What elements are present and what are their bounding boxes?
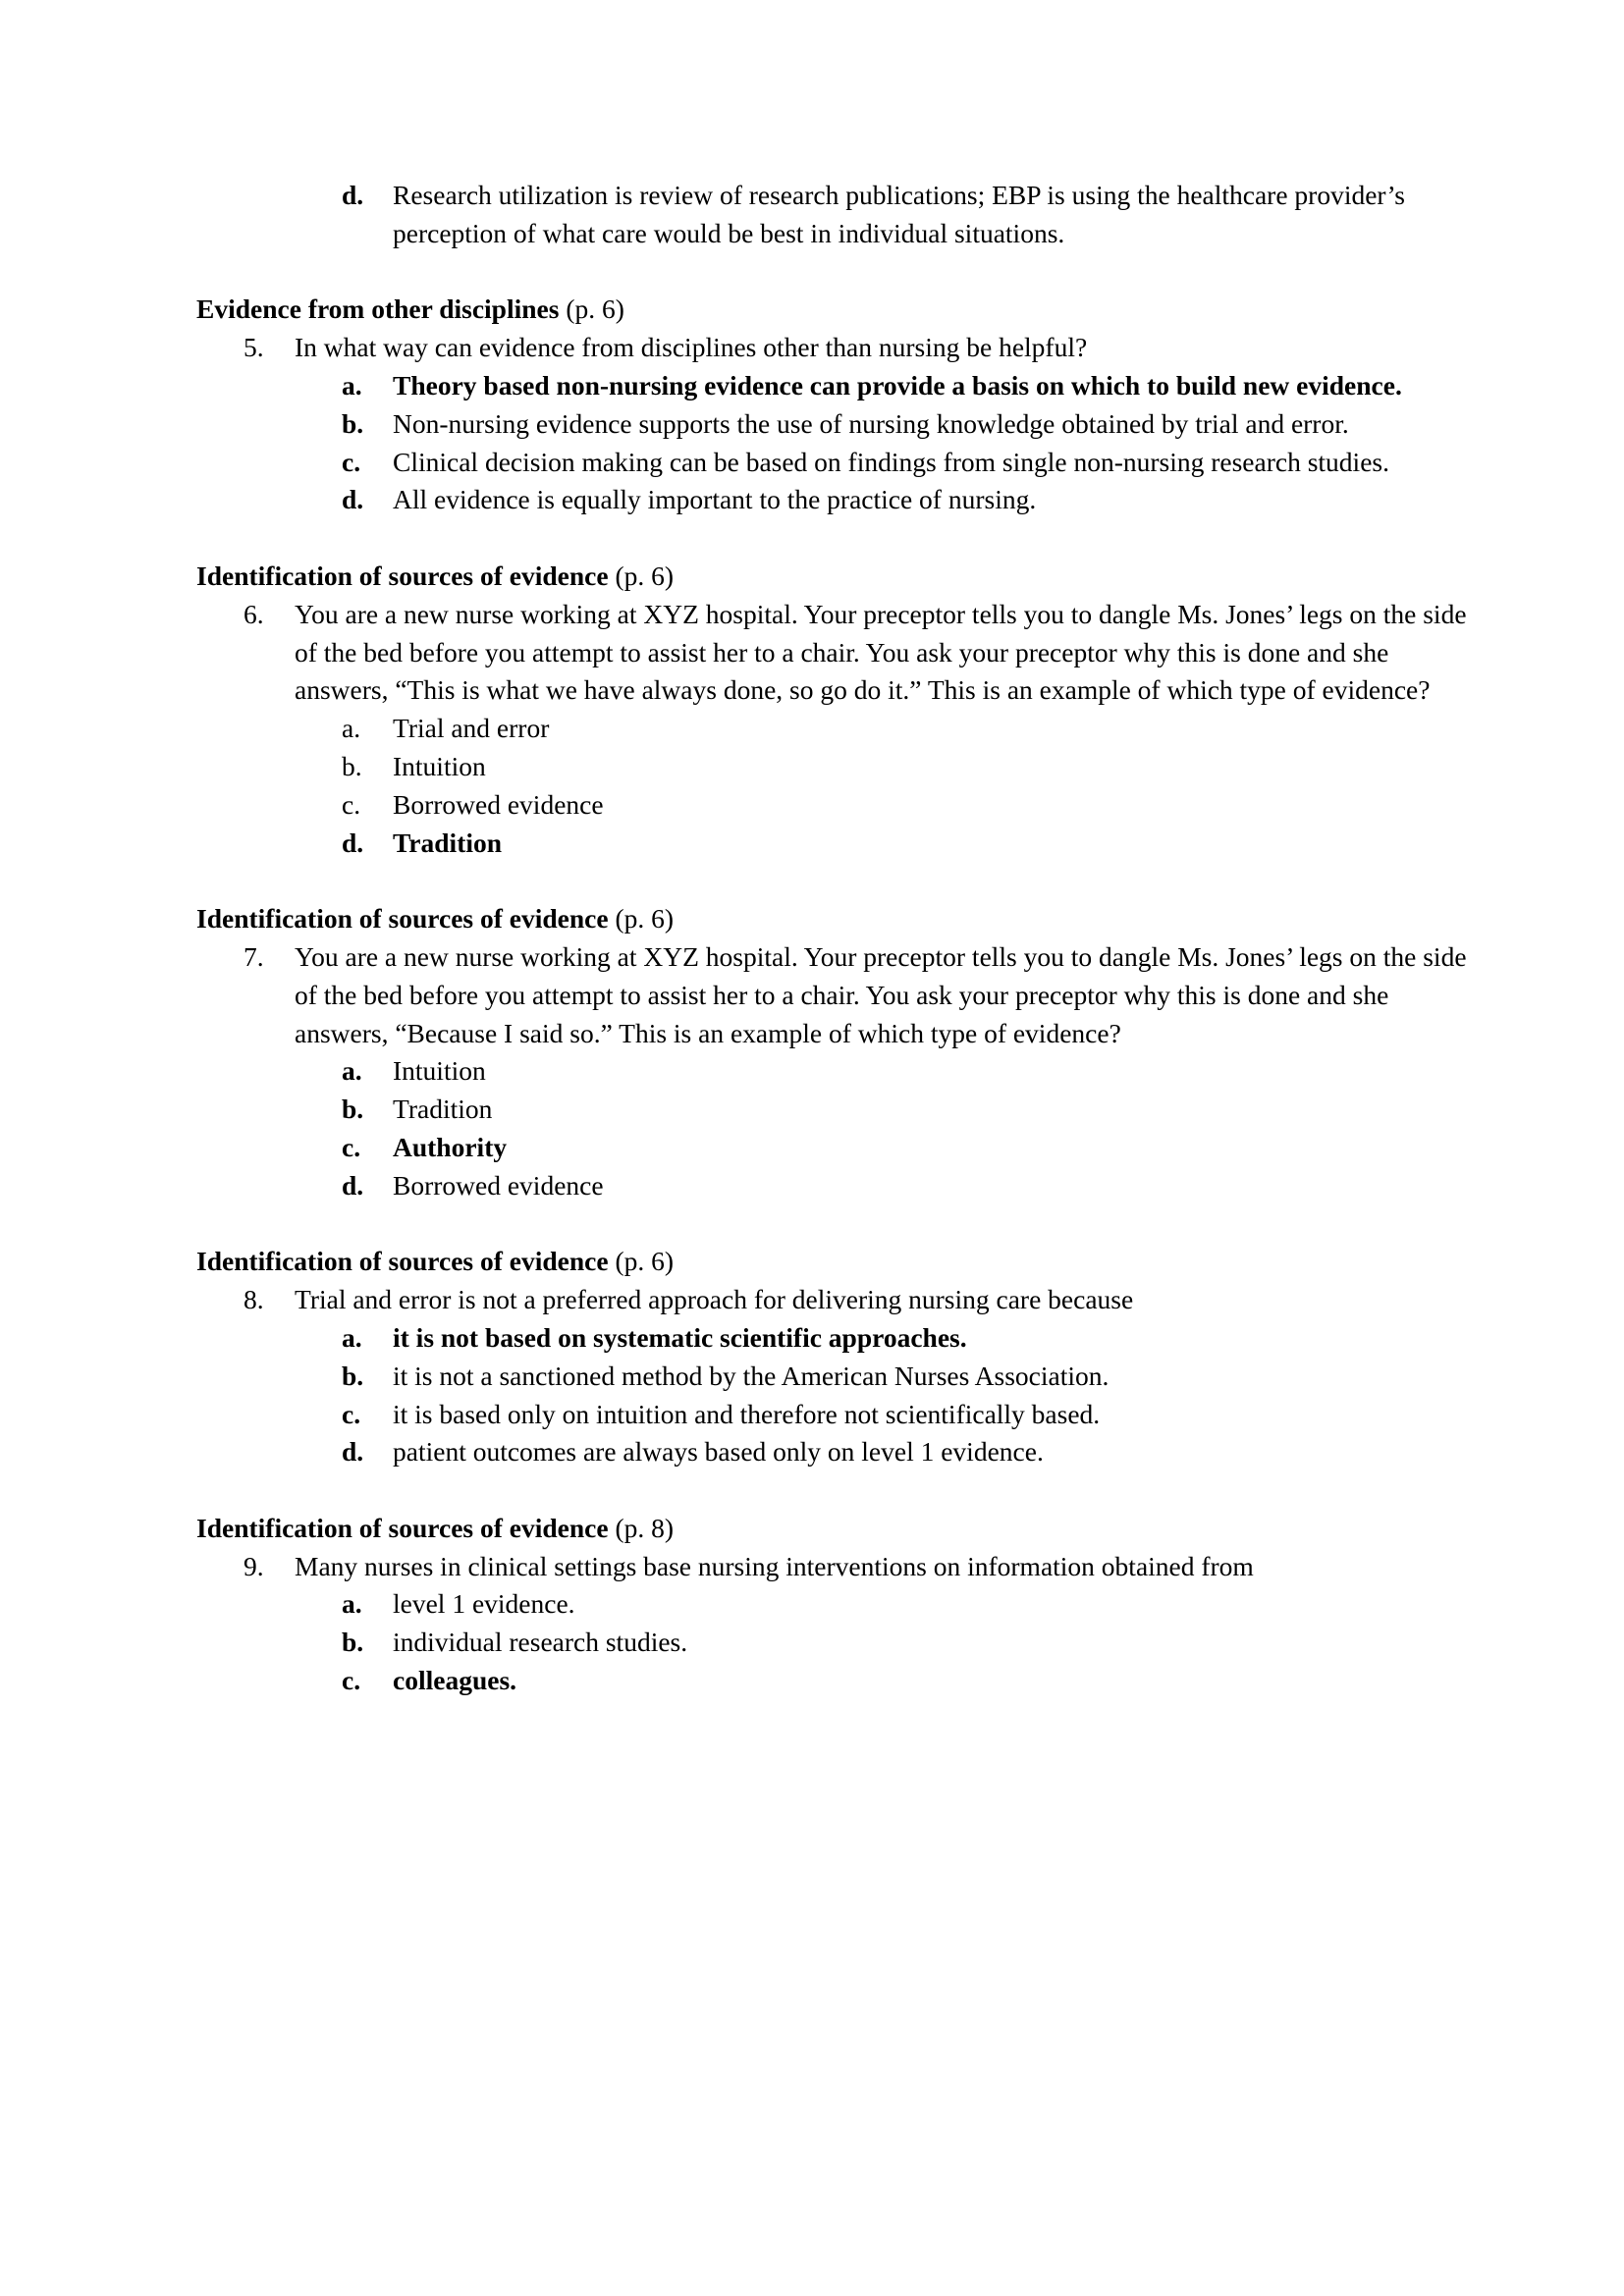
option-text: colleagues. (393, 1665, 517, 1696)
sections-container (196, 291, 1473, 1699)
option-text: Authority (393, 1131, 508, 1162)
option-text: individual research studies. (393, 1627, 688, 1658)
option-letter: b. (342, 1627, 364, 1658)
option-letter: b. (342, 407, 364, 439)
question-block (196, 900, 1473, 1204)
option-text: it is not based on systematic scientific approaches. (393, 1321, 967, 1353)
option-item (196, 1319, 1473, 1358)
block-spacer (196, 1471, 1473, 1510)
option-letter: b. (342, 1360, 364, 1391)
option-text: level 1 evidence. (393, 1588, 575, 1620)
question-text: Trial and error is not a preferred approach for delivering nursing care because (295, 1284, 1134, 1315)
section-heading-title: Identification of sources of evidence (196, 1246, 609, 1277)
option-letter: c. (342, 446, 361, 477)
option-list (196, 710, 1473, 862)
question-number: 6. (244, 598, 264, 629)
option-list (196, 1052, 1473, 1204)
option-item (196, 405, 1473, 444)
section-heading (196, 558, 1473, 596)
option-letter: d. (342, 180, 364, 210)
option-letter: a. (342, 369, 362, 400)
option-letter: c. (342, 1131, 361, 1162)
section-heading-page-ref: (p. 6) (559, 294, 624, 325)
option-text: it is not a sanctioned method by the American Nurses Association. (393, 1360, 1110, 1391)
question-block (196, 1510, 1473, 1700)
option-item (196, 1585, 1473, 1624)
option-text: Tradition (393, 1094, 493, 1125)
document-body (196, 177, 1473, 1700)
block-spacer (196, 862, 1473, 900)
section-heading (196, 291, 1473, 329)
question-number: 5. (244, 332, 264, 363)
section-heading-page-ref: (p. 8) (608, 1512, 675, 1543)
section-heading-page-ref: (p. 6) (608, 903, 675, 934)
option-list (196, 1319, 1473, 1471)
option-letter: d. (342, 1169, 364, 1201)
option-item (196, 1052, 1473, 1091)
option-letter: c. (342, 1665, 361, 1696)
option-text: Intuition (393, 1055, 486, 1087)
option-item (196, 748, 1473, 786)
option-item (196, 444, 1473, 482)
section-heading-title: Evidence from other disciplines (196, 294, 560, 325)
option-item (196, 1624, 1473, 1662)
question (196, 938, 1473, 1052)
question-text: In what way can evidence from disciplines other than nursing be helpful? (295, 332, 1088, 363)
option-item (196, 1167, 1473, 1205)
section-heading-title: Identification of sources of evidence (196, 903, 609, 934)
option-item (196, 1662, 1473, 1700)
option-item (196, 825, 1473, 863)
option-text: Intuition (393, 750, 486, 781)
option-text: All evidence is equally important to the practice of nursing. (393, 484, 1037, 515)
option-item (196, 786, 1473, 825)
option-letter: a. (342, 1321, 362, 1353)
option-item (196, 1091, 1473, 1129)
question (196, 596, 1473, 710)
option-text: Non-nursing evidence supports the use of nursing knowledge obtained by trial and error. (393, 407, 1349, 439)
question-number: 9. (244, 1550, 264, 1581)
question (196, 329, 1473, 367)
option-list (196, 367, 1473, 519)
question-text: You are a new nurse working at XYZ hospital. Your preceptor tells you to dangle Ms. Jones’ legs on the side of the bed before you attempt to assist her to a chair. You ask your preceptor why this is done and she answers, “Because I said so.” This is an example of which type of evidence? (295, 940, 1467, 1048)
section-heading-page-ref: (p. 6) (608, 1246, 675, 1277)
section-heading-title: Identification of sources of evidence (196, 560, 609, 591)
option-item (196, 1396, 1473, 1434)
option-item (196, 177, 1473, 253)
option-text: Theory based non-nursing evidence can provide a basis on which to build new evidence. (393, 369, 1402, 400)
option-letter: a. (342, 1055, 362, 1087)
question-number: 8. (244, 1284, 264, 1315)
section-heading-title: Identification of sources of evidence (196, 1512, 609, 1543)
option-letter: d. (342, 827, 364, 858)
question-block (196, 1243, 1473, 1471)
option-item (196, 1433, 1473, 1471)
option-item (196, 1129, 1473, 1167)
option-text: patient outcomes are always based only on level 1 evidence. (393, 1436, 1044, 1468)
option-letter: b. (342, 750, 362, 781)
option-text: Tradition (393, 827, 503, 858)
option-item (196, 367, 1473, 405)
section-heading (196, 1510, 1473, 1548)
section-heading (196, 1243, 1473, 1281)
option-letter: d. (342, 1436, 364, 1468)
option-letter: c. (342, 1398, 361, 1429)
option-letter: b. (342, 1094, 364, 1125)
question-text: You are a new nurse working at XYZ hospital. Your preceptor tells you to dangle Ms. Jones’ legs on the side of the bed before you attempt to assist her to a chair. You ask your preceptor why this is done and she answers, “This is what we have always done, so go do it.” This is an example of which type of evidence? (295, 598, 1467, 706)
option-letter: d. (342, 484, 364, 515)
orphan-option-block (196, 177, 1473, 253)
option-list (196, 1585, 1473, 1699)
question-block (196, 558, 1473, 862)
question-text: Many nurses in clinical settings base nursing interventions on information obtained from (295, 1550, 1254, 1581)
option-letter: a. (342, 713, 361, 744)
option-text: Trial and error (393, 713, 550, 744)
question (196, 1281, 1473, 1319)
block-spacer (196, 1205, 1473, 1244)
option-item (196, 481, 1473, 519)
section-heading (196, 900, 1473, 938)
question-block (196, 291, 1473, 519)
question (196, 1548, 1473, 1586)
option-letter: c. (342, 788, 361, 820)
option-text: it is based only on intuition and therefore not scientifically based. (393, 1398, 1101, 1429)
question-number: 7. (244, 940, 264, 972)
option-text: Borrowed evidence (393, 1169, 604, 1201)
option-item (196, 1358, 1473, 1396)
block-spacer (196, 253, 1473, 292)
block-spacer (196, 519, 1473, 558)
option-text: Clinical decision making can be based on findings from single non-nursing research studies. (393, 446, 1389, 477)
option-text: Research utilization is review of research publications; EBP is using the healthcare provider’s perception of what care would be best in individual situations. (393, 180, 1405, 248)
option-letter: a. (342, 1588, 362, 1620)
option-text: Borrowed evidence (393, 788, 604, 820)
option-item (196, 710, 1473, 748)
section-heading-page-ref: (p. 6) (608, 560, 675, 591)
